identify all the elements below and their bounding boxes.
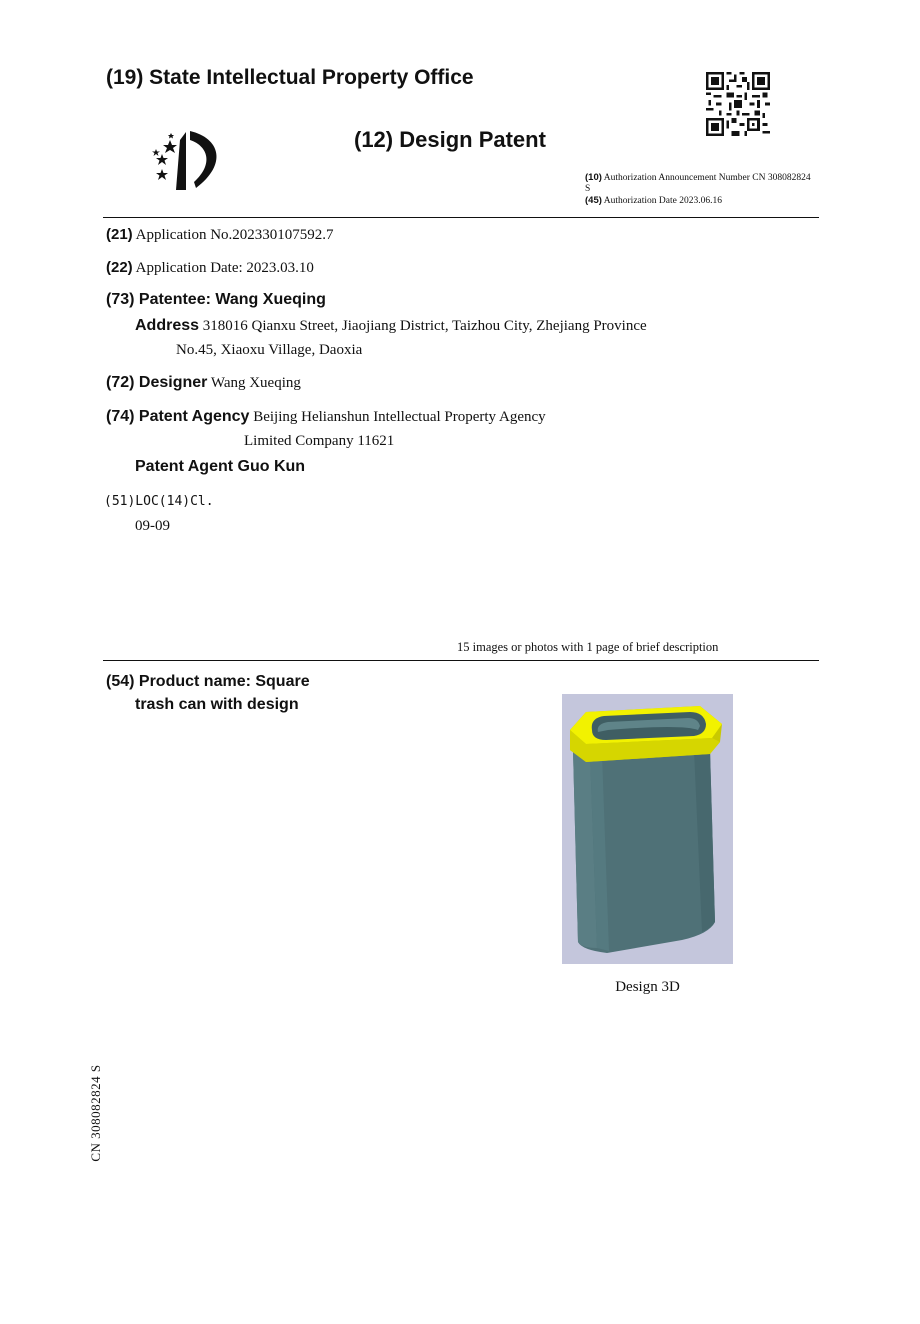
- address: [135, 317, 647, 335]
- authorization-number: [585, 172, 818, 195]
- header-divider: [103, 217, 819, 218]
- patent-agency-line-1: Beijing Helianshun Intellectual Property Agency: [253, 409, 546, 425]
- office-title: (19) State Intellectual Property Office: [106, 66, 474, 89]
- field-code: (21): [106, 226, 133, 243]
- authorization-info: [585, 172, 818, 207]
- designer-label: (72) Designer: [106, 374, 208, 391]
- product-name: [106, 670, 310, 716]
- side-publication-code-text: CN 308082824 S: [88, 1064, 103, 1162]
- qr-code-icon: [706, 72, 770, 136]
- authorization-number-text: Authorization Announcement Number CN 308082824 S: [585, 173, 811, 194]
- address-line-2: No.45, Xiaoxu Village, Daoxia: [176, 342, 363, 358]
- patentee-text: (73) Patentee: Wang Xueqing: [106, 291, 326, 308]
- field-code: (45): [585, 195, 602, 206]
- address-label: Address: [135, 317, 200, 334]
- application-date-text: Application Date: 2023.03.10: [135, 260, 314, 276]
- patent-agent-text: Patent Agent Guo Kun: [135, 458, 306, 475]
- patent-agency-line-2: Limited Company 11621: [244, 433, 395, 449]
- authorization-date: [585, 195, 818, 207]
- application-number-text: Application No.202330107592.7: [135, 227, 334, 243]
- designer: [106, 374, 301, 392]
- address-line-1: 318016 Qianxu Street, Jiaojiang District, Taizhou City, Zhejiang Province: [202, 318, 647, 334]
- field-code: (22): [106, 259, 133, 276]
- loc-classification-label: (51)LOC(14)Cl.: [104, 494, 214, 509]
- field-code: (10): [585, 172, 602, 183]
- patentee: [106, 291, 326, 309]
- authorization-date-text: Authorization Date 2023.06.16: [603, 196, 722, 206]
- application-date: [106, 259, 314, 277]
- product-name-line-2: trash can with design: [135, 696, 299, 713]
- loc-classification-value: 09-09: [135, 518, 170, 534]
- patent-agency: [106, 408, 546, 426]
- patent-agent: [135, 458, 305, 476]
- designer-text: Wang Xueqing: [210, 375, 301, 391]
- section-divider: [103, 660, 819, 661]
- application-number: [106, 226, 334, 244]
- product-name-line-1: (54) Product name: Square: [106, 673, 310, 690]
- cnipa-logo-icon: [142, 124, 234, 194]
- design-3d-figure: [562, 694, 733, 964]
- patent-agency-label: (74) Patent Agency: [106, 408, 250, 425]
- images-note: 15 images or photos with 1 page of brief description: [457, 640, 719, 654]
- figure-caption: Design 3D: [615, 979, 680, 995]
- document-kind-title: (12) Design Patent: [354, 127, 546, 152]
